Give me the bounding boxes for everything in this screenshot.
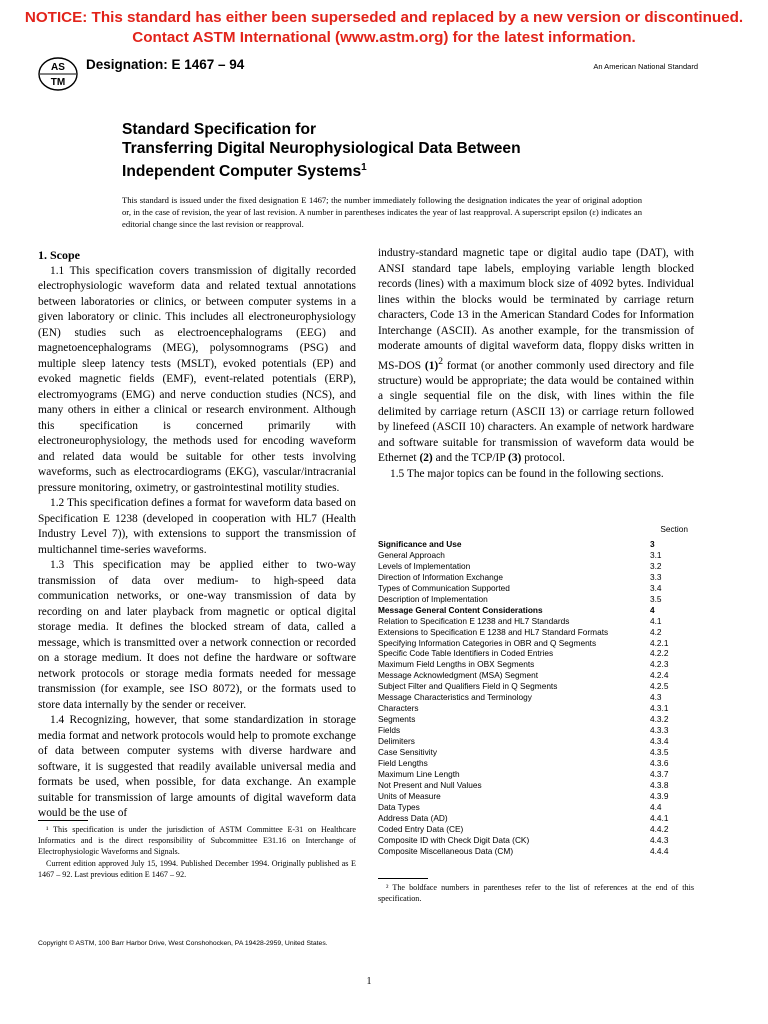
footnote-1-text: ¹ This specification is under the jurisdiction of ASTM Committee E-31 on Healthcare Informatics and is the direct responsibility of Subcommittee E31.16 on Interchange of Electrophysiologic Waveforms and Signals. — [38, 825, 356, 857]
footnote-2-text: ² The boldface numbers in parentheses refer to the list of references at the end of this specification. — [378, 883, 694, 904]
footnote-2 — [378, 882, 694, 904]
toc-row — [378, 627, 694, 638]
toc-row — [378, 802, 694, 813]
toc-row — [378, 594, 694, 605]
footnote-1-edition: Current edition approved July 15, 1994. Published December 1994. Originally published as E 1467 – 92. Last previous edition E 1467 – 92. — [38, 858, 356, 879]
toc-section-number: 3.2 — [650, 560, 662, 571]
toc-section-number: 4.4.1 — [650, 812, 669, 823]
toc-label: Composite ID with Check Digit Data (CK) — [378, 834, 530, 845]
toc-section-number: 4.4.4 — [650, 845, 669, 856]
footnote-rule-left — [38, 820, 88, 821]
toc-label: Not Present and Null Values — [378, 779, 482, 790]
toc-label: Specific Code Table Identifiers in Coded Entries — [378, 648, 554, 659]
toc-section-number: 4.2.1 — [650, 637, 669, 648]
toc-section-number: 4.3.8 — [650, 779, 669, 790]
toc-label: Maximum Line Length — [378, 768, 460, 779]
toc-label: Coded Entry Data (CE) — [378, 823, 464, 834]
toc-row — [378, 813, 694, 824]
toc-row — [378, 846, 694, 857]
svg-text:AS: AS — [51, 62, 65, 73]
toc-section-number: 4.2.2 — [650, 648, 669, 659]
toc-row — [378, 758, 694, 769]
toc-row — [378, 780, 694, 791]
title-footnote-marker: 1 — [361, 162, 367, 173]
toc-row — [378, 747, 694, 758]
toc-row — [378, 572, 694, 583]
toc-section-number: 4.3.2 — [650, 714, 669, 725]
toc-label: Description of Implementation — [378, 593, 488, 604]
toc-section-number: 3.4 — [650, 582, 662, 593]
toc-section-number: 3.1 — [650, 549, 662, 560]
toc-section-number: 3 — [650, 538, 655, 549]
toc-label: Specifying Information Categories in OBR and Q Segments — [378, 637, 597, 648]
document-title — [122, 120, 682, 181]
footnote-1 — [38, 824, 356, 880]
supersession-notice — [0, 8, 768, 48]
toc-label: Types of Communication Supported — [378, 582, 510, 593]
toc-section-number: 4.2.4 — [650, 670, 669, 681]
toc-section-number: 3.5 — [650, 593, 662, 604]
toc-section-number: 4.1 — [650, 615, 662, 626]
toc-label: Subject Filter and Qualifiers Field in Q Segments — [378, 681, 558, 692]
toc-label: Fields — [378, 725, 401, 736]
toc-row — [378, 692, 694, 703]
toc-section-number: 4.4 — [650, 801, 662, 812]
paragraph-1-5: 1.5 The major topics can be found in the following sections. — [390, 467, 664, 480]
copyright-line: Copyright © ASTM, 100 Barr Harbor Drive, West Conshohocken, PA 19428-2959, United States. — [38, 940, 328, 947]
toc-section-number: 4.4.3 — [650, 834, 669, 845]
toc-label: Levels of Implementation — [378, 560, 471, 571]
toc-row — [378, 638, 694, 649]
toc-row — [378, 835, 694, 846]
toc-row — [378, 681, 694, 692]
toc-row — [378, 539, 694, 550]
toc-label: Address Data (AD) — [378, 812, 448, 823]
title-line-1: Standard Specification for — [122, 121, 317, 138]
toc-section-number: 4.3.3 — [650, 725, 669, 736]
toc-row — [378, 659, 694, 670]
toc-row — [378, 824, 694, 835]
toc-section-number: 4.3.1 — [650, 703, 669, 714]
toc-row — [378, 648, 694, 659]
toc-label: Extensions to Specification E 1238 and HL7 Standard Formats — [378, 626, 609, 637]
svg-text:TM: TM — [50, 77, 66, 88]
left-column — [38, 248, 356, 822]
document-header — [38, 56, 698, 92]
toc-section-number: 4.3.7 — [650, 768, 669, 779]
toc-label: Composite Miscellaneous Data (CM) — [378, 845, 514, 856]
title-line-2: Transferring Digital Neurophysiological Data Between — [122, 140, 521, 157]
toc-row — [378, 736, 694, 747]
designation: Designation: E 1467 – 94 — [86, 57, 245, 72]
right-column — [378, 246, 694, 482]
title-line-3: Independent Computer Systems$^1$ — [122, 162, 367, 181]
national-standard-label: An American National Standard — [593, 62, 698, 71]
toc-row — [378, 725, 694, 736]
toc-label: Message General Content Considerations — [378, 604, 543, 615]
toc-section-number: 4.3 — [650, 692, 662, 703]
toc-label: Significance and Use — [378, 538, 462, 549]
paragraph-1-4: 1.4 Recognizing, however, that some standardization in storage media format and network protocols would help to promote exchange of data between computer systems with diverse hardware and software, it is suggested that readily available universal media and formats be used, when possible, for data exchange. An example suitable for transmission of large amounts of digital waveform data would be the use of — [38, 714, 356, 819]
toc-label: Data Types — [378, 801, 420, 812]
toc-section-number: 4 — [650, 604, 655, 615]
issuance-statement: This standard is issued under the fixed designation E 1467; the number immediately following the designation indicates the year of original adoption or, in the case of revision, the year of last revision. A number in parentheses indicates the year of last reapproval. A superscript epsilon (ε) indicates an editorial change since the last revision or reapproval. — [122, 195, 642, 230]
toc-label: Units of Measure — [378, 790, 441, 801]
toc-label: Message Characteristics and Terminology — [378, 692, 532, 703]
toc-section-number: 4.3.4 — [650, 736, 669, 747]
section-table — [378, 524, 694, 857]
toc-row — [378, 670, 694, 681]
toc-section-number: 3.3 — [650, 571, 662, 582]
toc-section-number: 4.3.6 — [650, 758, 669, 769]
section-heading-scope: 1. Scope — [38, 248, 80, 262]
toc-label: Segments — [378, 714, 416, 725]
toc-section-number: 4.3.5 — [650, 747, 669, 758]
toc-label: Case Sensitivity — [378, 747, 438, 758]
toc-section-number: 4.4.2 — [650, 823, 669, 834]
footnote-rule-right — [378, 878, 428, 879]
toc-row — [378, 714, 694, 725]
toc-row — [378, 703, 694, 714]
toc-label: Relation to Specification E 1238 and HL7 Standards — [378, 615, 570, 626]
toc-label: Delimiters — [378, 736, 415, 747]
notice-line-1: NOTICE: This standard has either been superseded and replaced by a new version or discontinued. — [24, 9, 744, 26]
toc-section-number: 4.2 — [650, 626, 662, 637]
paragraph-1-4-continued: industry-standard magnetic tape or digital audio tape (DAT), with ANSI standard tape labels, employing variable length blocked records (lines) with a maximum block size of 4092 bytes. Individual lines within the blocks would be terminated by carriage return characters, Code 13 in the American Standard Codes for Information Interchange (ASCII). As another example, for the transmission of moderate amounts of digital waveform data, floppy disks written in MS-DOS $(1)^2$ format (or another commonly used directory and file structure) would be appropriate; the data would be contained within a single sequential file on the disk, with lines within the file delimited by carriage return (ASCII 13) or carriage return followed by linefeed (ASCII 10) characters. An example of network hardware and software suitable for transmission of waveform data would be Ethernet (2) and the TCP/IP (3) protocol. — [378, 247, 694, 465]
toc-row — [378, 616, 694, 627]
toc-label: General Approach — [378, 549, 445, 560]
toc-section-number: 4.3.9 — [650, 790, 669, 801]
toc-label: Characters — [378, 703, 419, 714]
toc-label: Maximum Field Lengths in OBX Segments — [378, 659, 535, 670]
paragraph-1-3: 1.3 This specification may be applied either to two-way transmission of data over medium- to high-speed data communication networks, or one-way transmission of data by recording on and later playback from magnetic or optical digital storage media. It defines the blocked stream of data, called a message, which is transmitted over a network connection or recorded on a storage medium. It does not define the hardware or software network protocols or storage media formats needed for message transmission (for example, see ISO 8072), or the formats used to store data internally by the sender or receiver. — [38, 559, 356, 711]
toc-row — [378, 605, 694, 616]
toc-row — [378, 561, 694, 572]
toc-row — [378, 583, 694, 594]
section-column-header: Section — [660, 524, 688, 534]
toc-label: Message Acknowledgment (MSA) Segment — [378, 670, 539, 681]
page-number: 1 — [366, 976, 372, 987]
astm-logo-icon — [38, 56, 78, 92]
toc-section-number: 4.2.5 — [650, 681, 669, 692]
toc-row — [378, 791, 694, 802]
notice-line-2: Contact ASTM International (www.astm.org) for the latest information. — [132, 29, 636, 46]
toc-section-number: 4.2.3 — [650, 659, 669, 670]
toc-row — [378, 769, 694, 780]
toc-label: Direction of Information Exchange — [378, 571, 503, 582]
toc-row — [378, 550, 694, 561]
toc-label: Field Lengths — [378, 758, 428, 769]
paragraph-1-2: 1.2 This specification defines a format for waveform data based on Specification E 1238 (developed in cooperation with HL7 (Health Industry Level 7)), with extensions to support the transmission of multichannel time-series waveforms. — [38, 497, 356, 556]
paragraph-1-1: 1.1 This specification covers transmission of digitally recorded electrophysiologic waveform data and related textual annotations between laboratories or clinics, or between computer systems in a given laboratory or clinic. This includes all electroneurophysiology (EN) studies such as electroencephalograms (EEG) and magnetoencephalograms (MEG), polysomnograms (PSG) and multiple sleep latency tests (MSLT), evoked potentials (EP) and evoked magnetic fields (EMF), event-related potentials (ERP), electromyograms (EMG) and nerve conduction studies (NCS), and many others in either a clinical or research environment. Although this specification is concerned primarily with electroneurophysiology, the methods used for encoding waveform and related data would be suitable for other tests involving waveforms, such as electrocardiograms (EKG), vascular/intracranial pressure monitoring, oximetry, or gastrointestinal motility studies. — [38, 264, 356, 494]
